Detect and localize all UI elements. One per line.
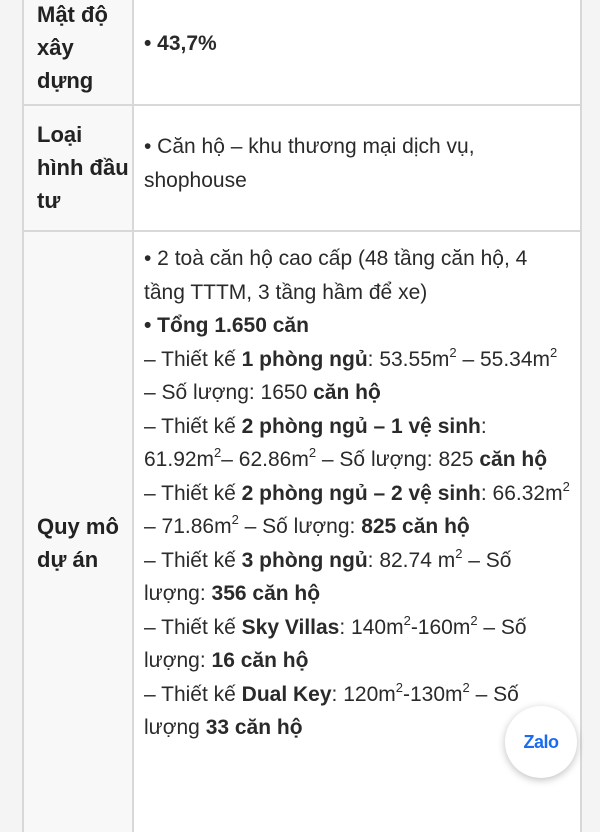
row-value-investment-type: • Căn hộ – khu thương mại dịch vụ, shophouse xyxy=(144,135,475,192)
scale-line-total: • Tổng 1.650 căn xyxy=(144,314,309,337)
project-info-table xyxy=(22,0,582,832)
zalo-chat-button[interactable] xyxy=(505,706,577,778)
row-label-investment-type: Loại hình đầu tư xyxy=(24,106,134,230)
table-row-density xyxy=(24,0,580,104)
zalo-icon: Zalo xyxy=(523,731,559,752)
row-value-density: • 43,7% xyxy=(144,32,217,55)
scale-line-dual-key: – Thiết kế Dual Key: $120m^2-130m^2$ – Số lượng 33 căn hộ xyxy=(144,679,519,739)
scale-line-2br-1wc: – Thiết kế 2 phòng ngủ – 1 vệ sinh: $61.92m^2-$ $62.86m^2$ – Số lượng: 825 căn hộ xyxy=(144,414,548,471)
scale-line-1br: – Thiết kế 1 phòng ngủ: $53.55m^2 - 55.34m^2$ – Số lượng: 1650 căn hộ xyxy=(144,344,558,404)
table-row-project-scale xyxy=(24,230,580,832)
row-label-density: Mật độ xây dựng xyxy=(24,0,134,104)
scale-line-2br-2wc: – Thiết kế 2 phòng ngủ – 2 vệ sinh: $66.32m^2 - 71.86m^2$ – Số lượng: 825 căn hộ xyxy=(144,478,570,538)
scale-line-towers: • 2 toà căn hộ cao cấp (48 tầng căn hộ, 4 tầng TTTM, 3 tầng hầm để xe) xyxy=(144,247,528,304)
scale-line-3br: – Thiết kế 3 phòng ngủ: 82.74 $m^2$ – Số lượng: 356 căn hộ xyxy=(144,545,512,605)
row-label-project-scale: Quy mô dự án xyxy=(24,232,134,832)
scale-line-sky-villas: – Thiết kế Sky Villas: $140m^2-160m^2$ – Số lượng: 16 căn hộ xyxy=(144,612,527,672)
table-row-investment-type xyxy=(24,104,580,230)
